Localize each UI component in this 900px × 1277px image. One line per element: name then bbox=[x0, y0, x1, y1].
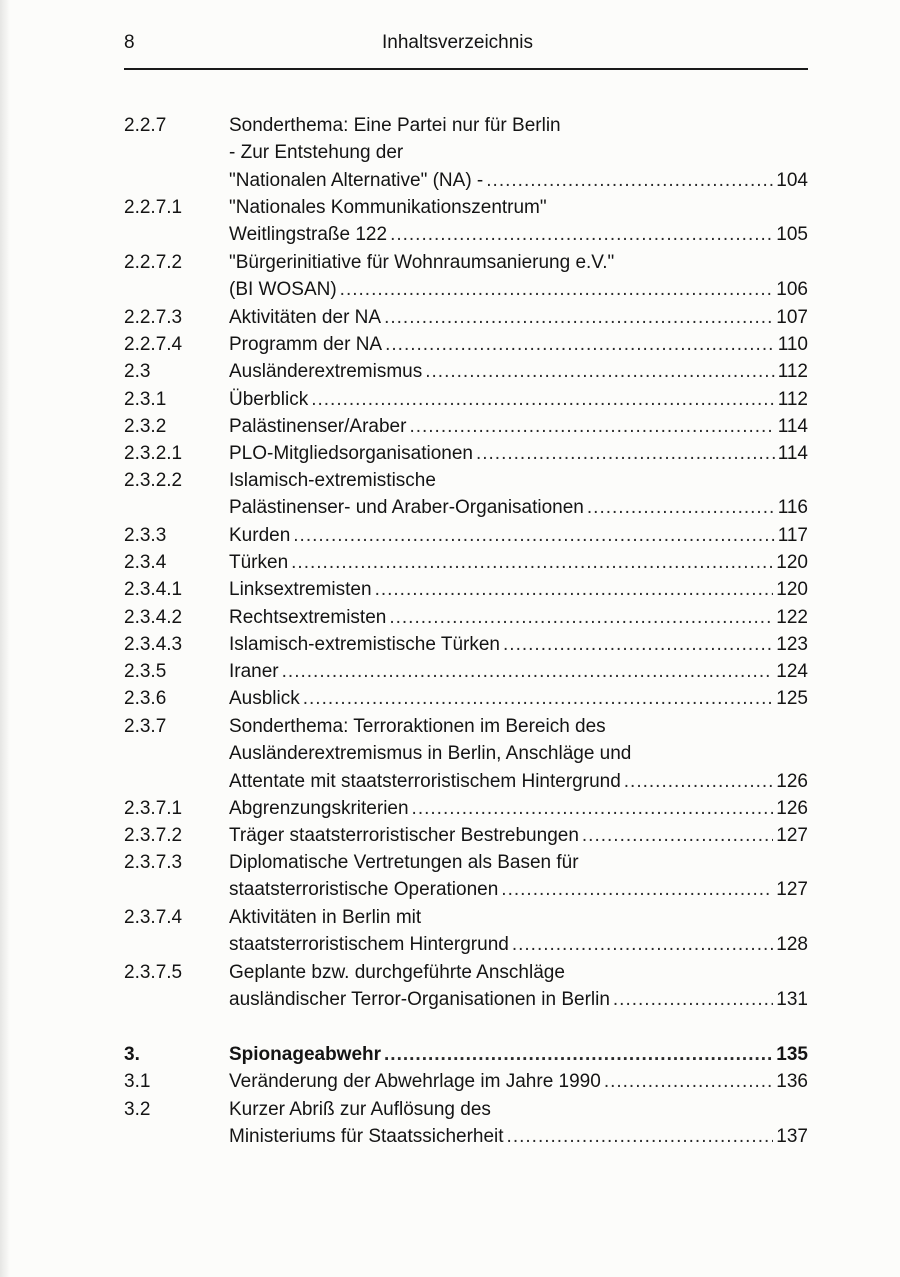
dot-leader bbox=[507, 1123, 774, 1150]
toc-entry-line: Ausländerextremismus in Berlin, Anschläge und bbox=[229, 743, 632, 765]
toc-entry-title: Palästinenser- und Araber-Organisationen bbox=[229, 497, 584, 519]
toc-entry-page-number: 114 bbox=[777, 416, 808, 437]
toc-entry-line bbox=[229, 304, 808, 331]
toc-entry-title: Palästinenser/Araber bbox=[229, 416, 407, 437]
toc-entry bbox=[124, 631, 808, 658]
toc-entry bbox=[124, 522, 808, 549]
toc-entry-page-number: 110 bbox=[777, 334, 808, 355]
toc-entry bbox=[124, 1068, 808, 1095]
toc-entry-page-number: 105 bbox=[776, 224, 808, 246]
toc-entry-number: 3.1 bbox=[124, 1071, 151, 1092]
toc-entry-title: Ministeriums für Staatssicherheit bbox=[229, 1126, 504, 1148]
toc-entry-number: 2.3.6 bbox=[124, 688, 167, 709]
toc-entry-title: Ausländerextremismus bbox=[229, 361, 423, 382]
toc-entry-title: Weitlingstraße 122 bbox=[229, 224, 388, 246]
dot-leader bbox=[624, 768, 774, 795]
toc-entry bbox=[124, 685, 808, 712]
toc-entry-line: Diplomatische Vertretungen als Basen für bbox=[229, 852, 579, 873]
dot-leader bbox=[604, 1068, 773, 1095]
toc-entry-title: Veränderung der Abwehrlage im Jahre 1990 bbox=[229, 1071, 601, 1092]
toc-entry-number: 2.3.3 bbox=[124, 525, 167, 546]
toc-entry-line bbox=[229, 358, 808, 385]
dot-leader bbox=[389, 604, 773, 631]
toc-entry-number: 2.3.4 bbox=[124, 552, 167, 573]
header-rule bbox=[124, 68, 808, 70]
toc-entry bbox=[124, 959, 808, 1014]
toc-entry-title: Ausblick bbox=[229, 688, 300, 709]
toc-entry-page-number: 127 bbox=[776, 825, 808, 846]
toc-entry-number: 2.3 bbox=[124, 361, 151, 382]
dot-leader bbox=[390, 221, 773, 248]
dot-leader bbox=[291, 549, 773, 576]
dot-leader bbox=[587, 494, 775, 521]
toc-entry-page-number: 123 bbox=[776, 634, 808, 655]
toc-entry-number: 2.3.4.2 bbox=[124, 607, 183, 628]
toc-entry bbox=[124, 440, 808, 467]
toc-entry-page-number: 120 bbox=[776, 579, 808, 600]
toc-entry-page-number: 128 bbox=[776, 934, 808, 956]
toc-entry-title: Überblick bbox=[229, 389, 309, 410]
toc-entry-number: 2.3.5 bbox=[124, 661, 167, 682]
dot-leader bbox=[486, 167, 773, 194]
toc-entry-page-number: 135 bbox=[776, 1044, 808, 1065]
toc-entry-number: 2.2.7.4 bbox=[124, 334, 183, 355]
toc-entry-line bbox=[229, 931, 808, 958]
toc-entry bbox=[124, 713, 808, 795]
dot-leader bbox=[311, 386, 775, 413]
toc-entry-page-number: 137 bbox=[776, 1126, 808, 1148]
toc-entry-title: Attentate mit staatsterroristischem Hintergrund bbox=[229, 770, 621, 792]
toc-entry-page-number: 112 bbox=[777, 389, 808, 410]
toc-entry-line bbox=[229, 167, 808, 194]
toc-entry-line bbox=[229, 795, 808, 822]
toc-entry-line bbox=[229, 1123, 808, 1150]
toc-entry-page-number: 112 bbox=[777, 361, 808, 382]
toc-entry-title: Iraner bbox=[229, 661, 279, 682]
toc-entry-line bbox=[229, 276, 808, 303]
toc-entry-page-number: 104 bbox=[776, 169, 808, 191]
toc-entry-line: Geplante bzw. durchgeführte Anschläge bbox=[229, 962, 565, 983]
toc-entry-number: 2.3.7.2 bbox=[124, 825, 183, 846]
toc-entry-title: PLO-Mitgliedsorganisationen bbox=[229, 443, 473, 464]
toc-entry-number: 2.3.2 bbox=[124, 416, 167, 437]
toc-entry-number: 2.3.7.4 bbox=[124, 907, 183, 928]
toc-entry-number: 2.3.2.2 bbox=[124, 470, 183, 491]
toc-entry-page-number: 126 bbox=[776, 798, 808, 819]
toc-entry bbox=[124, 604, 808, 631]
toc-entry-line: Sonderthema: Terroraktionen im Bereich des bbox=[229, 716, 606, 737]
toc-entry-line bbox=[229, 1068, 808, 1095]
dot-leader bbox=[409, 413, 774, 440]
dot-leader bbox=[425, 358, 774, 385]
toc-entry-line: Islamisch-extremistische bbox=[229, 470, 436, 491]
toc-entry-line: "Nationales Kommunikationszentrum" bbox=[229, 197, 547, 218]
toc-entry bbox=[124, 904, 808, 959]
toc-entry bbox=[124, 358, 808, 385]
toc-entry-line bbox=[229, 331, 808, 358]
toc-entry-line bbox=[229, 576, 808, 603]
toc-entry-page-number: 125 bbox=[776, 688, 808, 709]
toc-entry-line bbox=[229, 768, 808, 795]
toc-entry-number: 2.3.7.1 bbox=[124, 798, 183, 819]
toc-entry-line bbox=[229, 1041, 808, 1068]
toc-entry-line bbox=[229, 986, 808, 1013]
toc-entry-number: 2.2.7 bbox=[124, 115, 167, 136]
toc-entry-page-number: 114 bbox=[777, 443, 808, 464]
toc-entry-title: "Nationalen Alternative" (NA) - bbox=[229, 169, 484, 191]
toc-entry-number: 2.3.7.5 bbox=[124, 962, 183, 983]
dot-leader bbox=[412, 795, 774, 822]
toc-entry-page-number: 116 bbox=[777, 497, 808, 519]
toc-entry-number: 2.2.7.1 bbox=[124, 197, 183, 218]
toc-entry-number: 2.2.7.3 bbox=[124, 307, 183, 328]
toc-entry bbox=[124, 331, 808, 358]
dot-leader bbox=[503, 631, 773, 658]
dot-leader bbox=[340, 276, 774, 303]
toc-entry-title: (BI WOSAN) bbox=[229, 279, 337, 301]
toc-entry-number: 2.3.4.3 bbox=[124, 634, 183, 655]
toc-entry bbox=[124, 1096, 808, 1151]
toc-entry-title: Programm der NA bbox=[229, 334, 383, 355]
toc-entry-title: staatsterroristische Operationen bbox=[229, 879, 499, 901]
toc-entry bbox=[124, 549, 808, 576]
toc-entry-title: Rechtsextremisten bbox=[229, 607, 387, 628]
dot-leader bbox=[582, 822, 773, 849]
page-number: 8 bbox=[124, 32, 135, 53]
dot-leader bbox=[384, 1041, 773, 1068]
toc-entry-page-number: 120 bbox=[776, 552, 808, 573]
toc-entry-title: Abgrenzungskriterien bbox=[229, 798, 409, 819]
toc-entry-page-number: 106 bbox=[776, 279, 808, 301]
toc-entry-page-number: 122 bbox=[776, 607, 808, 628]
toc-entry bbox=[124, 849, 808, 904]
toc-entry-number: 2.3.4.1 bbox=[124, 579, 183, 600]
toc-entry-line: Aktivitäten in Berlin mit bbox=[229, 907, 422, 928]
toc-entry-title: staatsterroristischem Hintergrund bbox=[229, 934, 509, 956]
toc-entry bbox=[124, 413, 808, 440]
toc-entry-line bbox=[229, 522, 808, 549]
toc-entry-page-number: 126 bbox=[776, 770, 808, 792]
toc-entry-line: Sonderthema: Eine Partei nur für Berlin bbox=[229, 115, 561, 136]
toc-entry bbox=[124, 304, 808, 331]
toc-entry bbox=[124, 386, 808, 413]
toc-entry-page-number: 107 bbox=[776, 307, 808, 328]
page-edge-shadow bbox=[0, 0, 10, 1277]
toc-entry-page-number: 124 bbox=[776, 661, 808, 682]
toc-entry-title: Aktivitäten der NA bbox=[229, 307, 382, 328]
dot-leader bbox=[501, 876, 773, 903]
dot-leader bbox=[293, 522, 774, 549]
toc-entry bbox=[124, 1041, 808, 1068]
dot-leader bbox=[303, 685, 774, 712]
toc-entry-line: Kurzer Abriß zur Auflösung des bbox=[229, 1099, 491, 1120]
toc-entry-line bbox=[229, 658, 808, 685]
toc-entry-line bbox=[229, 822, 808, 849]
toc-entry bbox=[124, 795, 808, 822]
toc-entry-line bbox=[229, 604, 808, 631]
toc-entry-title: Träger staatsterroristischer Bestrebungen bbox=[229, 825, 579, 846]
toc-entry-title: Spionageabwehr bbox=[229, 1044, 382, 1065]
toc-entry bbox=[124, 194, 808, 249]
toc-entry-line: "Bürgerinitiative für Wohnraumsanierung e.V." bbox=[229, 252, 615, 273]
toc-entry-line bbox=[229, 549, 808, 576]
toc-entry-number: 2.3.7.3 bbox=[124, 852, 183, 873]
toc-entry-number: 2.3.1 bbox=[124, 389, 167, 410]
dot-leader bbox=[613, 986, 773, 1013]
toc-entry-number: 2.3.7 bbox=[124, 716, 167, 737]
dot-leader bbox=[282, 658, 774, 685]
toc-entry bbox=[124, 249, 808, 304]
header-title: Inhaltsverzeichnis bbox=[382, 32, 534, 53]
toc-entry-line bbox=[229, 494, 808, 521]
dot-leader bbox=[384, 304, 773, 331]
toc-entry-title: Linksextremisten bbox=[229, 579, 372, 600]
toc-entry bbox=[124, 467, 808, 522]
toc-entry-page-number: 131 bbox=[776, 989, 808, 1011]
toc-entry-title: Türken bbox=[229, 552, 289, 573]
toc-entry-number: 3. bbox=[124, 1044, 140, 1065]
toc-entry-line bbox=[229, 631, 808, 658]
dot-leader bbox=[476, 440, 775, 467]
toc-entry-line bbox=[229, 440, 808, 467]
toc-entry-page-number: 117 bbox=[777, 525, 808, 546]
toc-entry-line bbox=[229, 876, 808, 903]
toc-entry bbox=[124, 658, 808, 685]
toc-entry-page-number: 136 bbox=[776, 1071, 808, 1092]
toc-entry-number: 3.2 bbox=[124, 1099, 151, 1120]
toc-entry-number: 2.3.2.1 bbox=[124, 443, 183, 464]
dot-leader bbox=[385, 331, 775, 358]
toc-entry-line bbox=[229, 221, 808, 248]
toc-entry bbox=[124, 822, 808, 849]
toc-entry-title: ausländischer Terror-Organisationen in Berlin bbox=[229, 989, 610, 1011]
page-header bbox=[124, 28, 808, 58]
toc-entry-line bbox=[229, 386, 808, 413]
toc-entry bbox=[124, 576, 808, 603]
toc-entry-title: Kurden bbox=[229, 525, 291, 546]
dot-leader bbox=[512, 931, 773, 958]
toc-entry-number: 2.2.7.2 bbox=[124, 252, 183, 273]
toc-entry bbox=[124, 112, 808, 194]
toc-entry-page-number: 127 bbox=[776, 879, 808, 901]
toc-entry-line bbox=[229, 685, 808, 712]
toc-entry-line: - Zur Entstehung der bbox=[229, 142, 404, 164]
dot-leader bbox=[375, 576, 774, 603]
toc-entry-title: Islamisch-extremistische Türken bbox=[229, 634, 501, 655]
toc-entry-line bbox=[229, 413, 808, 440]
